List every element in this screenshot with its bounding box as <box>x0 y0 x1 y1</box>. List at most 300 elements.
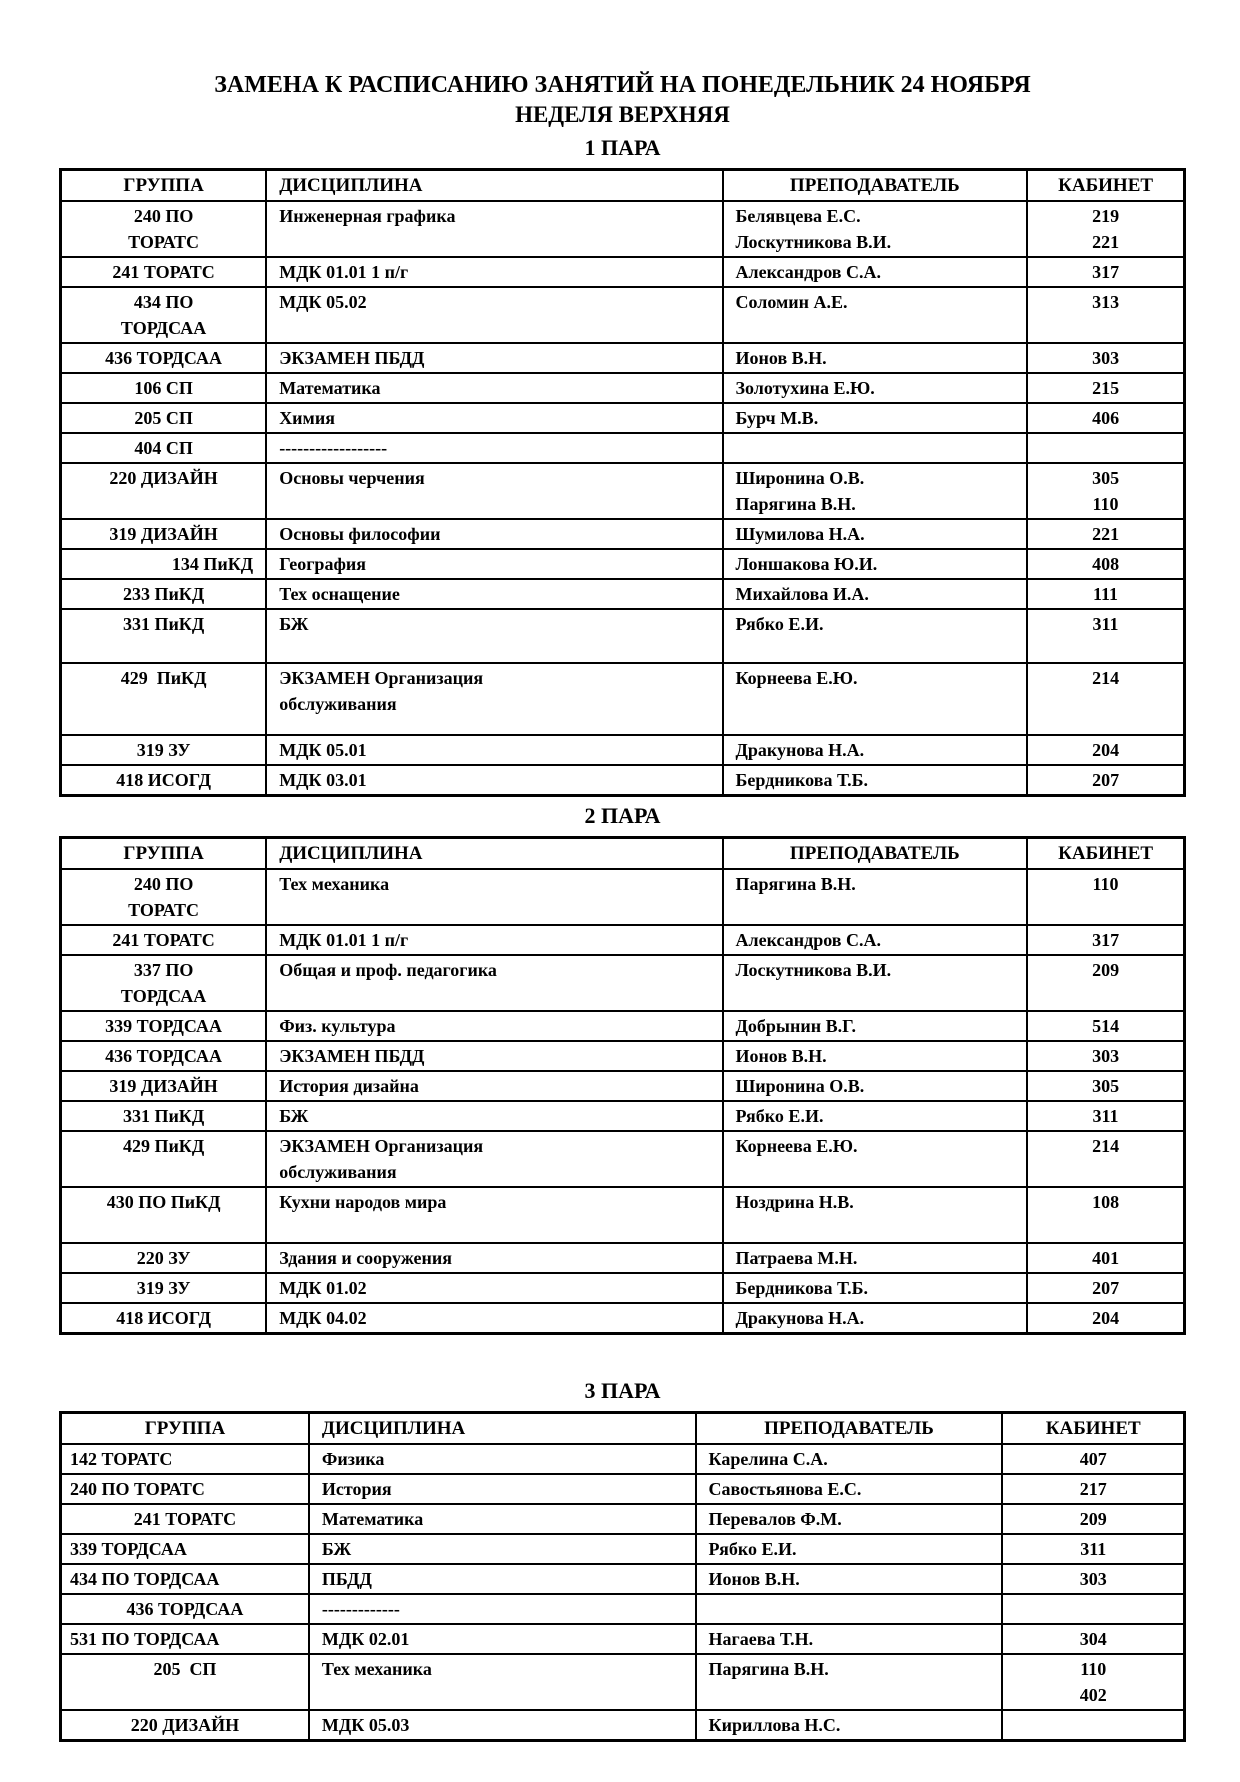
teacher-cell <box>696 1564 1003 1594</box>
group-cell <box>61 257 267 287</box>
group-text: 339 ТОРДСАА <box>70 1539 187 1559</box>
teacher-cell <box>723 1101 1028 1131</box>
teacher-cell <box>696 1594 1003 1624</box>
schedule-row <box>61 1011 1185 1041</box>
group-text: 220 ЗУ <box>136 1248 191 1268</box>
discipline-cell <box>309 1710 696 1741</box>
teacher-cell <box>723 735 1028 765</box>
schedule-row <box>61 1654 1185 1710</box>
discipline-cell <box>266 609 722 663</box>
cabinet-cell <box>1027 403 1184 433</box>
discipline-text: МДК 05.02 <box>279 292 367 312</box>
discipline-text: Основы черчения <box>279 468 425 488</box>
teacher-text: Белявцева Е.С. <box>735 206 861 226</box>
group-cell <box>61 925 267 955</box>
discipline-text: Основы философии <box>279 524 441 544</box>
cabinet-text: 209 <box>1092 960 1120 980</box>
group-cell <box>61 549 267 579</box>
teacher-text: Ионов В.Н. <box>735 348 827 368</box>
discipline-cell <box>266 1243 722 1273</box>
teacher-cell <box>696 1474 1003 1504</box>
discipline-cell <box>266 257 722 287</box>
cabinet-cell <box>1002 1654 1184 1710</box>
schedule-row <box>61 549 1185 579</box>
teacher-text: Шумилова Н.А. <box>735 524 865 544</box>
group-cell <box>61 735 267 765</box>
cabinet-text: 311 <box>1092 614 1119 634</box>
schedule-row <box>61 735 1185 765</box>
group-text: 220 ДИЗАЙН <box>109 468 218 488</box>
cabinet-cell <box>1002 1504 1184 1534</box>
group-text: ТОРДСАА <box>120 986 207 1006</box>
cabinet-text: 108 <box>1092 1192 1120 1212</box>
schedule-row <box>61 1474 1185 1504</box>
group-cell <box>61 1710 309 1741</box>
group-text: 434 ПО ТОРДСАА <box>70 1569 220 1589</box>
group-cell <box>61 1011 267 1041</box>
group-cell <box>61 201 267 257</box>
teacher-text: Широнина О.В. <box>735 1076 865 1096</box>
discipline-cell <box>266 201 722 257</box>
cabinet-cell <box>1002 1534 1184 1564</box>
group-text: 241 ТОРАТС <box>133 1509 237 1529</box>
cabinet-cell <box>1027 1071 1184 1101</box>
section-heading: 3 ПАРА <box>584 1378 661 1403</box>
teacher-cell <box>696 1444 1003 1474</box>
column-header-group: ГРУППА <box>61 838 267 870</box>
discipline-text: МДК 03.01 <box>279 770 367 790</box>
discipline-text: ЭКЗАМЕН ПБДД <box>279 348 425 368</box>
teacher-cell <box>723 463 1028 519</box>
schedule-row <box>61 579 1185 609</box>
discipline-text: Математика <box>279 378 381 398</box>
column-header-discipline: ДИСЦИПЛИНА <box>266 170 722 202</box>
teacher-cell <box>696 1534 1003 1564</box>
discipline-text: Здания и сооружения <box>279 1248 453 1268</box>
cabinet-text: 311 <box>1080 1539 1107 1559</box>
group-text: 429 ПиКД <box>122 1136 205 1156</box>
teacher-text: Парягина В.Н. <box>708 1659 829 1679</box>
cabinet-text: 303 <box>1079 1569 1107 1589</box>
teacher-text: Широнина О.В. <box>735 468 865 488</box>
schedule-row <box>61 403 1185 433</box>
teacher-text: Золотухина Е.Ю. <box>735 378 875 398</box>
teacher-text: Михайлова И.А. <box>735 584 869 604</box>
cabinet-cell <box>1027 1041 1184 1071</box>
teacher-text: Бурч М.В. <box>735 408 819 428</box>
teacher-text: Ионов В.Н. <box>735 1046 827 1066</box>
cabinet-text: 221 <box>1092 232 1120 252</box>
cabinet-cell <box>1027 373 1184 403</box>
cabinet-cell <box>1027 519 1184 549</box>
group-text: 106 СП <box>134 378 193 398</box>
cabinet-text: 204 <box>1092 1308 1120 1328</box>
schedule-row <box>61 1071 1185 1101</box>
group-text: 240 ПО ТОРАТС <box>70 1479 205 1499</box>
discipline-text: ЭКЗАМЕН Организация <box>279 668 484 688</box>
discipline-text: МДК 02.01 <box>321 1629 410 1649</box>
cabinet-cell <box>1027 257 1184 287</box>
column-header-teacher: ПРЕПОДАВАТЕЛЬ <box>723 838 1028 870</box>
teacher-cell <box>723 1187 1028 1243</box>
discipline-text: Тех механика <box>279 874 390 894</box>
schedule-row <box>61 1504 1185 1534</box>
group-text: 319 ДИЗАЙН <box>109 524 218 544</box>
teacher-text: Рябко Е.И. <box>735 1106 824 1126</box>
teacher-cell <box>723 955 1028 1011</box>
cabinet-text: 214 <box>1092 1136 1120 1156</box>
cabinet-text: 406 <box>1092 408 1120 428</box>
cabinet-text: 408 <box>1092 554 1120 574</box>
discipline-cell <box>266 549 722 579</box>
cabinet-text: 305 <box>1092 1076 1120 1096</box>
cabinet-text: 214 <box>1092 668 1120 688</box>
cabinet-cell <box>1027 579 1184 609</box>
schedule-row <box>61 1243 1185 1273</box>
group-cell <box>61 1624 309 1654</box>
discipline-cell <box>266 1303 722 1334</box>
teacher-text: Нагаева Т.Н. <box>708 1629 814 1649</box>
discipline-text: БЖ <box>321 1539 352 1559</box>
column-header-discipline: ДИСЦИПЛИНА <box>309 1413 696 1445</box>
group-cell <box>61 433 267 463</box>
group-text: 319 ЗУ <box>136 740 191 760</box>
cabinet-text: 303 <box>1092 1046 1120 1066</box>
discipline-cell <box>309 1444 696 1474</box>
group-cell <box>61 403 267 433</box>
schedule-row <box>61 287 1185 343</box>
group-text: 331 ПиКД <box>122 614 205 634</box>
group-cell <box>61 373 267 403</box>
cabinet-cell <box>1027 549 1184 579</box>
schedule-row <box>61 1273 1185 1303</box>
column-header-group: ГРУППА <box>61 170 267 202</box>
discipline-cell <box>266 433 722 463</box>
teacher-text: Лоншакова Ю.И. <box>735 554 878 574</box>
group-cell <box>61 343 267 373</box>
cabinet-cell <box>1027 955 1184 1011</box>
schedule-row <box>61 609 1185 663</box>
section-heading: 1 ПАРА <box>584 135 661 160</box>
cabinet-cell <box>1027 869 1184 925</box>
discipline-cell <box>266 1011 722 1041</box>
discipline-text: ЭКЗАМЕН Организация <box>279 1136 484 1156</box>
teacher-text: Добрынин В.Г. <box>735 1016 857 1036</box>
teacher-text: Савостьянова Е.С. <box>708 1479 862 1499</box>
group-cell <box>61 519 267 549</box>
group-cell <box>61 1504 309 1534</box>
teacher-cell <box>723 373 1028 403</box>
discipline-cell <box>266 287 722 343</box>
teacher-cell <box>723 257 1028 287</box>
discipline-text: ПБДД <box>321 1569 372 1589</box>
group-text: 241 ТОРАТС <box>112 262 215 282</box>
discipline-text: Тех оснащение <box>279 584 400 604</box>
cabinet-text: 110 <box>1092 874 1119 894</box>
cabinet-text: 304 <box>1079 1629 1107 1649</box>
cabinet-cell <box>1027 1303 1184 1334</box>
group-text: 205 СП <box>134 408 193 428</box>
schedule-row <box>61 1564 1185 1594</box>
column-header-cabinet: КАБИНЕТ <box>1002 1413 1184 1445</box>
cabinet-cell <box>1027 1101 1184 1131</box>
group-cell <box>61 1101 267 1131</box>
cabinet-text: 110 <box>1080 1659 1107 1679</box>
schedule-row <box>61 1303 1185 1334</box>
schedule-row <box>61 433 1185 463</box>
schedule-table <box>59 168 1186 797</box>
group-cell <box>61 1187 267 1243</box>
page-title: ЗАМЕНА К РАСПИСАНИЮ ЗАНЯТИЙ НА ПОНЕДЕЛЬНИК 24 НОЯБРЯ <box>214 72 1031 98</box>
column-header-teacher: ПРЕПОДАВАТЕЛЬ <box>696 1413 1003 1445</box>
group-cell <box>61 955 267 1011</box>
group-text: ТОРАТС <box>128 232 200 252</box>
teacher-text: Бердникова Т.Б. <box>735 770 869 790</box>
cabinet-cell <box>1027 663 1184 735</box>
discipline-cell <box>309 1474 696 1504</box>
teacher-text: Карелина С.А. <box>708 1449 828 1469</box>
discipline-text: Общая и проф. педагогика <box>279 960 497 980</box>
group-text: 337 ПО <box>133 960 194 980</box>
teacher-cell <box>723 519 1028 549</box>
group-cell <box>61 765 267 796</box>
teacher-text: Корнеева Е.Ю. <box>735 1136 858 1156</box>
discipline-text: МДК 01.01 1 п/г <box>279 262 409 282</box>
schedule-sections <box>59 134 1186 1742</box>
schedule-row <box>61 257 1185 287</box>
schedule-row <box>61 463 1185 519</box>
discipline-cell <box>266 1131 722 1187</box>
teacher-text: Парягина В.Н. <box>735 494 856 514</box>
column-header-cabinet: КАБИНЕТ <box>1027 170 1184 202</box>
cabinet-text: 219 <box>1092 206 1120 226</box>
group-text: ТОРАТС <box>128 900 200 920</box>
teacher-cell <box>723 343 1028 373</box>
group-text: 436 ТОРДСАА <box>105 1046 222 1066</box>
section-para-2 <box>59 802 1186 1335</box>
discipline-text: История <box>321 1479 392 1499</box>
group-cell <box>61 869 267 925</box>
teacher-text: Рябко Е.И. <box>735 614 824 634</box>
teacher-cell <box>723 765 1028 796</box>
schedule-row <box>61 1710 1185 1741</box>
schedule-row <box>61 343 1185 373</box>
teacher-text: Дракунова Н.А. <box>735 1308 865 1328</box>
group-text: 531 ПО ТОРДСАА <box>70 1629 220 1649</box>
discipline-text: Тех механика <box>321 1659 432 1679</box>
discipline-text: обслуживания <box>279 1162 397 1182</box>
cabinet-text: 514 <box>1092 1016 1120 1036</box>
cabinet-text: 204 <box>1092 740 1120 760</box>
discipline-cell <box>266 343 722 373</box>
discipline-cell <box>266 663 722 735</box>
teacher-text: Александров С.А. <box>735 930 882 950</box>
schedule-row <box>61 1041 1185 1071</box>
group-text: 436 ТОРДСАА <box>105 348 222 368</box>
discipline-cell <box>266 925 722 955</box>
group-text: 429 ПиКД <box>120 668 207 688</box>
cabinet-cell <box>1027 1011 1184 1041</box>
teacher-text: Ноздрина Н.В. <box>735 1192 854 1212</box>
discipline-text: История дизайна <box>279 1076 419 1096</box>
group-cell <box>61 287 267 343</box>
teacher-cell <box>723 1243 1028 1273</box>
group-text: 241 ТОРАТС <box>112 930 215 950</box>
group-text: 220 ДИЗАЙН <box>130 1715 240 1735</box>
group-text: 404 СП <box>134 438 193 458</box>
teacher-cell <box>723 1071 1028 1101</box>
teacher-cell <box>696 1710 1003 1741</box>
discipline-text: МДК 01.01 1 п/г <box>279 930 409 950</box>
cabinet-cell <box>1002 1474 1184 1504</box>
discipline-cell <box>266 463 722 519</box>
group-text: 134 ПиКД <box>171 554 254 574</box>
cabinet-cell <box>1027 463 1184 519</box>
group-text: 142 ТОРАТС <box>70 1449 173 1469</box>
cabinet-cell <box>1027 433 1184 463</box>
group-cell <box>61 609 267 663</box>
group-cell <box>61 463 267 519</box>
teacher-cell <box>723 1131 1028 1187</box>
cabinet-text: 311 <box>1092 1106 1119 1126</box>
group-text: 205 СП <box>153 1659 217 1679</box>
teacher-cell <box>723 609 1028 663</box>
teacher-text: Перевалов Ф.М. <box>708 1509 842 1529</box>
teacher-cell <box>696 1624 1003 1654</box>
cabinet-text: 215 <box>1092 378 1120 398</box>
cabinet-cell <box>1027 925 1184 955</box>
discipline-cell <box>266 1041 722 1071</box>
teacher-cell <box>723 1303 1028 1334</box>
group-cell <box>61 579 267 609</box>
section-heading: 2 ПАРА <box>584 803 661 828</box>
teacher-text: Патраева М.Н. <box>735 1248 858 1268</box>
teacher-cell <box>723 433 1028 463</box>
discipline-cell <box>309 1654 696 1710</box>
discipline-text: обслуживания <box>279 694 397 714</box>
teacher-cell <box>723 579 1028 609</box>
group-text: 339 ТОРДСАА <box>105 1016 222 1036</box>
schedule-row <box>61 1594 1185 1624</box>
group-text: 240 ПО <box>133 874 194 894</box>
group-cell <box>61 1594 309 1624</box>
group-cell <box>61 1131 267 1187</box>
header-row <box>61 170 1185 202</box>
cabinet-text: 207 <box>1092 770 1120 790</box>
cabinet-text: 207 <box>1092 1278 1120 1298</box>
cabinet-cell <box>1027 1187 1184 1243</box>
teacher-cell <box>723 201 1028 257</box>
group-cell <box>61 1534 309 1564</box>
teacher-text: Корнеева Е.Ю. <box>735 668 858 688</box>
cabinet-cell <box>1027 1243 1184 1273</box>
group-text: 430 ПО ПиКД <box>106 1192 221 1212</box>
group-text: 319 ЗУ <box>136 1278 191 1298</box>
cabinet-text: 303 <box>1092 348 1120 368</box>
discipline-text: МДК 04.02 <box>279 1308 367 1328</box>
cabinet-text: 305 <box>1092 468 1120 488</box>
cabinet-text: 407 <box>1079 1449 1107 1469</box>
teacher-text: Кириллова Н.С. <box>708 1715 841 1735</box>
cabinet-text: 317 <box>1092 930 1120 950</box>
teacher-text: Соломин А.Е. <box>735 292 848 312</box>
group-cell <box>61 1303 267 1334</box>
column-header-cabinet: КАБИНЕТ <box>1027 838 1184 870</box>
discipline-cell <box>309 1624 696 1654</box>
group-text: 319 ДИЗАЙН <box>109 1076 218 1096</box>
cabinet-text: 313 <box>1092 292 1120 312</box>
teacher-text: Лоскутникова В.И. <box>735 960 892 980</box>
group-text: 233 ПиКД <box>122 584 205 604</box>
group-text: ТОРДСАА <box>120 318 207 338</box>
cabinet-cell <box>1002 1564 1184 1594</box>
discipline-cell <box>266 1273 722 1303</box>
cabinet-text: 402 <box>1079 1685 1107 1705</box>
teacher-text: Ионов В.Н. <box>708 1569 800 1589</box>
discipline-cell <box>266 735 722 765</box>
teacher-cell <box>723 287 1028 343</box>
group-text: 418 ИСОГД <box>116 1308 211 1328</box>
column-header-teacher: ПРЕПОДАВАТЕЛЬ <box>723 170 1028 202</box>
teacher-cell <box>723 663 1028 735</box>
header-row <box>61 1413 1185 1445</box>
discipline-text: ЭКЗАМЕН ПБДД <box>279 1046 425 1066</box>
cabinet-cell <box>1027 735 1184 765</box>
teacher-text: Рябко Е.И. <box>708 1539 797 1559</box>
schedule-row <box>61 519 1185 549</box>
schedule-row <box>61 1101 1185 1131</box>
discipline-cell <box>266 955 722 1011</box>
discipline-cell <box>266 579 722 609</box>
teacher-text: Александров С.А. <box>735 262 882 282</box>
schedule-row <box>61 955 1185 1011</box>
discipline-text: БЖ <box>279 614 309 634</box>
cabinet-text: 317 <box>1092 262 1120 282</box>
discipline-text: МДК 05.03 <box>321 1715 410 1735</box>
group-cell <box>61 1564 309 1594</box>
teacher-cell <box>723 1041 1028 1071</box>
schedule-row <box>61 1187 1185 1243</box>
teacher-cell <box>696 1504 1003 1534</box>
section-para-1 <box>59 134 1186 797</box>
discipline-text: БЖ <box>279 1106 309 1126</box>
column-header-discipline: ДИСЦИПЛИНА <box>266 838 722 870</box>
discipline-text: МДК 01.02 <box>279 1278 367 1298</box>
group-text: 240 ПО <box>133 206 194 226</box>
page-subtitle: НЕДЕЛЯ ВЕРХНЯЯ <box>515 102 730 127</box>
schedule-row <box>61 869 1185 925</box>
discipline-cell <box>266 519 722 549</box>
teacher-cell <box>723 1273 1028 1303</box>
group-cell <box>61 1071 267 1101</box>
cabinet-text: 217 <box>1079 1479 1107 1499</box>
teacher-text: Бердникова Т.Б. <box>735 1278 869 1298</box>
cabinet-cell <box>1027 609 1184 663</box>
group-text: 434 ПО <box>133 292 194 312</box>
schedule-row <box>61 663 1185 735</box>
teacher-cell <box>723 1011 1028 1041</box>
discipline-text: ------------------ <box>279 438 388 458</box>
schedule-row <box>61 1534 1185 1564</box>
column-header-group: ГРУППА <box>61 1413 309 1445</box>
group-cell <box>61 1243 267 1273</box>
group-text: 331 ПиКД <box>122 1106 205 1126</box>
header-row <box>61 838 1185 870</box>
cabinet-text: 110 <box>1092 494 1119 514</box>
cabinet-cell <box>1002 1624 1184 1654</box>
cabinet-cell <box>1002 1444 1184 1474</box>
schedule-table <box>59 836 1186 1335</box>
